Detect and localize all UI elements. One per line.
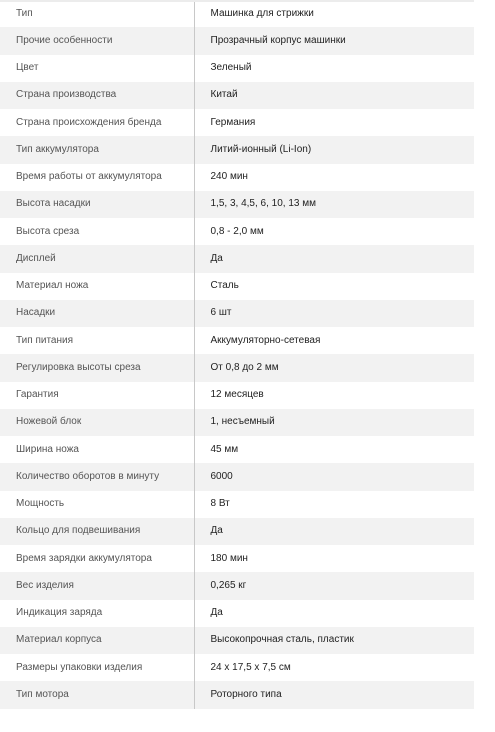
- spec-value: 1,5, 3, 4,5, 6, 10, 13 мм: [194, 191, 474, 218]
- spec-key: Страна производства: [0, 82, 194, 109]
- spec-value: Прозрачный корпус машинки: [194, 27, 474, 54]
- spec-row: [0, 109, 474, 136]
- spec-row: [0, 627, 474, 654]
- spec-row: [0, 545, 474, 572]
- spec-value: Сталь: [194, 273, 474, 300]
- spec-row: [0, 491, 474, 518]
- spec-row: [0, 654, 474, 681]
- spec-key: Тип питания: [0, 327, 194, 354]
- spec-row: [0, 382, 474, 409]
- spec-key: Регулировка высоты среза: [0, 354, 194, 381]
- spec-key: Прочие особенности: [0, 27, 194, 54]
- spec-row: [0, 327, 474, 354]
- spec-row: [0, 572, 474, 599]
- spec-key: Мощность: [0, 491, 194, 518]
- spec-key: Индикация заряда: [0, 600, 194, 627]
- spec-row: [0, 463, 474, 490]
- spec-row: [0, 409, 474, 436]
- spec-row: [0, 218, 474, 245]
- spec-row: [0, 136, 474, 163]
- spec-row: [0, 436, 474, 463]
- spec-key: Гарантия: [0, 382, 194, 409]
- spec-row: [0, 164, 474, 191]
- spec-row: [0, 273, 474, 300]
- spec-key: Время работы от аккумулятора: [0, 164, 194, 191]
- spec-value: 6 шт: [194, 300, 474, 327]
- spec-value: Да: [194, 245, 474, 272]
- spec-value: 180 мин: [194, 545, 474, 572]
- spec-row: [0, 191, 474, 218]
- spec-key: Ножевой блок: [0, 409, 194, 436]
- spec-value: 45 мм: [194, 436, 474, 463]
- spec-row: [0, 518, 474, 545]
- spec-row: [0, 354, 474, 381]
- spec-key: Дисплей: [0, 245, 194, 272]
- spec-key: Размеры упаковки изделия: [0, 654, 194, 681]
- spec-key: Тип: [0, 0, 194, 27]
- spec-value: Зеленый: [194, 55, 474, 82]
- spec-value: 8 Вт: [194, 491, 474, 518]
- spec-row: [0, 600, 474, 627]
- spec-row: [0, 300, 474, 327]
- top-divider: [0, 0, 474, 2]
- spec-row: [0, 681, 474, 708]
- spec-value: От 0,8 до 2 мм: [194, 354, 474, 381]
- spec-key: Страна происхождения бренда: [0, 109, 194, 136]
- spec-value: Китай: [194, 82, 474, 109]
- spec-value: Аккумуляторно-сетевая: [194, 327, 474, 354]
- spec-row: [0, 0, 474, 27]
- spec-row: [0, 55, 474, 82]
- spec-value: 24 x 17,5 x 7,5 см: [194, 654, 474, 681]
- spec-value: 0,8 - 2,0 мм: [194, 218, 474, 245]
- spec-key: Время зарядки аккумулятора: [0, 545, 194, 572]
- spec-key: Цвет: [0, 55, 194, 82]
- spec-row: [0, 245, 474, 272]
- spec-key: Вес изделия: [0, 572, 194, 599]
- spec-key: Высота насадки: [0, 191, 194, 218]
- spec-key: Тип аккумулятора: [0, 136, 194, 163]
- spec-row: [0, 82, 474, 109]
- spec-value: Да: [194, 600, 474, 627]
- spec-value: 12 месяцев: [194, 382, 474, 409]
- spec-value: Литий-ионный (Li-Ion): [194, 136, 474, 163]
- spec-key: Кольцо для подвешивания: [0, 518, 194, 545]
- spec-value: Германия: [194, 109, 474, 136]
- spec-key: Ширина ножа: [0, 436, 194, 463]
- spec-value: 1, несъемный: [194, 409, 474, 436]
- spec-value: 0,265 кг: [194, 572, 474, 599]
- spec-value: Высокопрочная сталь, пластик: [194, 627, 474, 654]
- spec-key: Высота среза: [0, 218, 194, 245]
- spec-key: Материал корпуса: [0, 627, 194, 654]
- spec-value: Машинка для стрижки: [194, 0, 474, 27]
- spec-value: 240 мин: [194, 164, 474, 191]
- spec-key: Материал ножа: [0, 273, 194, 300]
- spec-value: Да: [194, 518, 474, 545]
- spec-row: [0, 27, 474, 54]
- spec-key: Тип мотора: [0, 681, 194, 708]
- spec-value: Роторного типа: [194, 681, 474, 708]
- spec-key: Насадки: [0, 300, 194, 327]
- spec-value: 6000: [194, 463, 474, 490]
- spec-key: Количество оборотов в минуту: [0, 463, 194, 490]
